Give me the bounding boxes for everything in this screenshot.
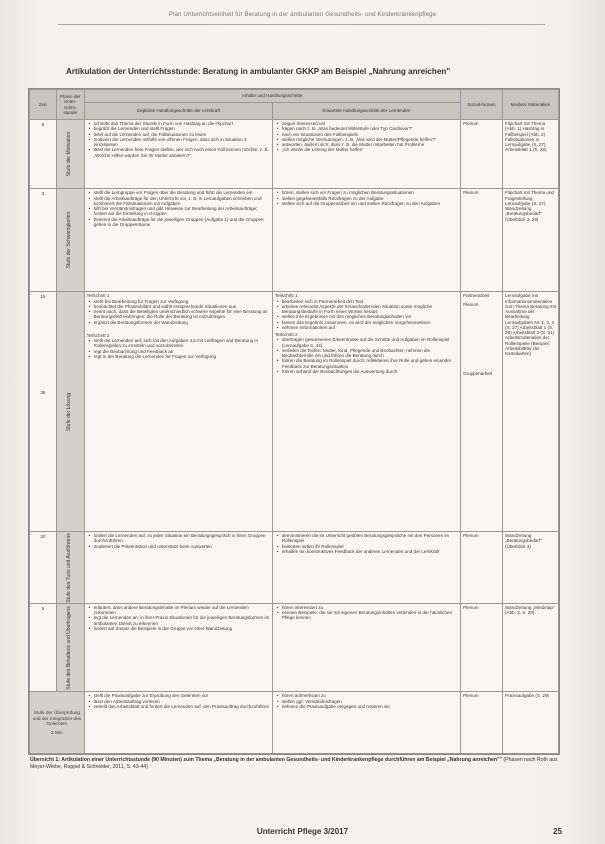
medien-cell: Lernaufgabe mit Informationsmaterialien zum Thema Beratung mit Ausnahme der Bearbeitung Lernaufgaben Nr. 1, 2, 3 (S. 27) Arbeitsblatt 1 (S. 28) Arbeitsblatt 2 (S. 31) Arbeitsmaterialien der Rollenspiele (Beispiel, Arbeitsblätter der Karteikarten)	[503, 292, 559, 532]
medien-cell: Praxisaufgabe (S. 29)	[503, 692, 559, 754]
sozialform-value: Gruppenarbeit	[463, 370, 493, 376]
time-value: 15	[40, 294, 46, 300]
lernende-cell	[272, 603, 460, 691]
sozialform-value: Plenum	[463, 301, 479, 307]
list-item: • lässt den Arbeitsauftrag vorlesen	[94, 699, 270, 704]
list-item: • nach ein Situationen des Fallbeispiels	[282, 132, 458, 137]
list-item: • stellen ggf. Verständnisfragen	[282, 699, 458, 704]
list-item: • stellen mögliche Vermutungen, z. B. „Wie wird der Mutter/Pflegende helfen?"	[282, 137, 458, 142]
phase-label: Stufe der Motivation	[66, 131, 73, 177]
caption-source: (Phasen nach Roth aus Meyer-Wiebe, Ruppel & Schneider, 2011, S. 43-44)	[30, 757, 558, 770]
list-item: • legt die Lernenden an, in ihrer Praxis Situationen für die jeweiligen Beratungsformen im ambulanten Dienst zu erkennen	[94, 615, 270, 626]
sozialform-cell: Plenum	[461, 603, 503, 691]
list-item: • bewerten selbst ihr Rollenspiel	[282, 544, 458, 549]
list-item: • führen anhand der Beobachtungen die Auswertung durch	[282, 369, 458, 374]
phase-label: Stufe der Überprüfung und der Integration des Gelernten	[32, 710, 81, 727]
time-cell: 5	[30, 603, 57, 691]
list-item: • hilft bei Verständnisfragen und gibt Hinweise zur Bearbeitung der Arbeitsaufträge; fordert auf die Einteilung in Gruppen	[94, 206, 270, 217]
table-row	[30, 603, 559, 691]
list-item: • hören interessiert zu	[282, 605, 458, 610]
time-cell: 3	[30, 189, 57, 292]
lehrkraft-cell	[84, 120, 272, 189]
step-label: Teilschritt 2	[86, 332, 110, 338]
lehrkraft-cell	[84, 532, 272, 604]
header-phase: Phase der Unter-richts-stunde	[56, 90, 84, 120]
phase-label: Stufe des Behaltens und Übertragens	[66, 605, 73, 690]
list-item: • stellt die Lerngruppe vor Fragen über die Beratung und führt die Lernenden ein	[94, 190, 270, 195]
list-item: • übertragen gewonnenen Erkenntnisse auf die Schritte und Aufgaben im Rollenspiel (Lernaufgabe S. 44)	[282, 337, 458, 348]
table-row	[30, 692, 559, 754]
medien-cell: Flipchart mit Thema (Abb. 1) Hashtag in Fallbeispiel (Abb. 2) Fallsituationen in Lernaufgabe (S. 27) Arbeitsblatt 1 (S. 28)	[503, 120, 559, 189]
table-caption	[30, 757, 560, 770]
header-zeit: Zeit	[30, 90, 57, 120]
list-item: • stellen gegebenenfalls Rückfragen zu der Aufgabe	[282, 196, 458, 201]
list-item: • moderiert die Präsentation und unterstützt beim Auswerten	[94, 544, 270, 549]
running-head: Plan Unterrichtseinheit für Beratung in der ambulanten Gesundheits- und Kinderkrankenpflege	[168, 11, 437, 18]
medien-cell: Flipchart mit Thema und Fragestellung Lernaufgabe (S. 27) Wandzeitung „Beratungsbedarf" (Überblick 3, 29)	[503, 189, 559, 292]
table-row	[30, 189, 559, 292]
phase-cell	[56, 120, 84, 189]
sozialform-cell: Plenum	[461, 532, 503, 604]
lernende-cell	[272, 120, 460, 189]
medien-cell: Wandzeitung „Beratungsbedarf" (Überblick 3)	[503, 532, 559, 604]
header-inhalt: Inhalte und Handlungsschritte	[84, 90, 460, 103]
lehrkraft-cell	[84, 692, 272, 754]
list-item: • lässt die Lernenden freie Fragen stellen, wer sich noch einen Fall kennen möchte, z. B. „Welche Hilfen würden Sie Ihr Mutter anbieten?"	[94, 147, 270, 158]
step-label: Teilschritt 1	[274, 293, 298, 299]
header-sozialformen: Sozial-formen	[461, 90, 503, 120]
sozialform-cell: Plenum	[461, 692, 503, 754]
list-item: • stellt die Lernenden auf, sich mit den Aufgaben 4,5 mit Leitfragen und Beratung in Rollenspielen zu ermitteln und vorzubereiten	[94, 338, 270, 349]
list-item: • hören aufmerksam zu	[282, 693, 458, 698]
list-item: • beobachtet die Phasenbilder und wählt entsprechende Situationen aus	[94, 304, 270, 309]
lehrkraft-cell	[84, 292, 272, 532]
sozialform-cell: Plenum	[461, 120, 503, 189]
list-item: • leitet auf die Lernenden auf, die Fallsituationen zu lösen	[94, 132, 270, 137]
header-lehrkraft: Geplante Handlungsschritte der Lehrkraft	[84, 103, 272, 120]
time-value: 35	[40, 389, 46, 395]
lehrkraft-cell	[84, 189, 272, 292]
list-item: • zeigen Interesse/Lust	[282, 121, 458, 126]
list-item: • steht bei Bearbeitung für Fragen zur Verfügung	[94, 299, 270, 304]
list-item: • verteilt das Arbeitsblatt und fordert die Lernenden auf, den Praxisauftrag durchzuführen	[94, 704, 270, 709]
list-item: • verteilen die Rollen: Mutter, Kind, Pflegende und Beobachter; nehmen die Beobachterrolle ein und führen die Beratung durch	[282, 348, 458, 359]
sozialform-value: Partnerarbeit	[463, 293, 490, 299]
phase-label: Stufe der Lösung	[66, 392, 73, 431]
header-lernende: Erwartete Handlungsschritte der Lernenden	[272, 103, 460, 120]
sozialform-cell	[461, 292, 503, 532]
lehrkraft-cell	[84, 603, 272, 691]
phase-label: Stufe des Tuns und Ausführens	[66, 532, 73, 603]
list-item: • benennt die Arbeitsaufträge für die jeweiligen Gruppen (Aufgabe 1) und die Gruppen gehen in die Gruppenräume	[94, 217, 270, 228]
list-item: • stellt die Arbeitsaufträge für den Unterricht vor, z. B. in Lernaufgaben schreiben und kombiniert die Fallsituationen mit Aufgaben	[94, 196, 270, 207]
list-item: • nennt nach, dass die Beteiligten unterschiedlich schwere Aspekte für eine Beratung im Beratungsfeld einbringen; die Rolle der Beratung ist mitzubringen	[94, 309, 270, 320]
list-item: • stellen sich auf die Gruppenarbeit ein und stellen Rückfragen zu den Aufgaben	[282, 201, 458, 206]
list-item: • antworten, äußern sich; dass z. B. die Mutter mitarbeiten hat Probleme	[282, 142, 458, 147]
list-item: • fordert auf Zusatz die Beispiele in der Gruppe vor einer Wandzeitung	[94, 626, 270, 631]
time-value: 2 Min	[51, 729, 63, 735]
sozialform-cell: Plenum	[461, 189, 503, 292]
list-item: • führen die Beratung im Rollenspiel durch; reflektieren ihre Rolle und geben einander Feedback zur Beratungssituation	[282, 358, 458, 369]
lernende-cell	[272, 189, 460, 292]
list-item: • demonstrieren die im Unterricht geübten Beratungsgespräche mit den Personen im Rollenspiel	[282, 533, 458, 544]
list-item: • schreibt das Thema der Stunde in Form von Hashtag an die Flipchart	[94, 121, 270, 126]
list-item: • nehmen die Praxisaufgabe entgegen und notieren sie	[282, 704, 458, 709]
time-cell: 20	[30, 532, 57, 604]
table-row	[30, 532, 559, 604]
lernende-cell	[272, 292, 460, 532]
phase-cell	[56, 603, 84, 691]
list-item: • begrüßt die Lernenden und stellt Fragen	[94, 126, 270, 131]
list-item: • ergänzt die Beratungsformen der Wandzeitung	[94, 320, 270, 325]
list-item: • erläutert, dass andere Beratungsinhalte im Plenum wieder auf die Lernenden zukommen	[94, 605, 270, 616]
header-rule	[58, 24, 545, 25]
list-item: • nennen Beispiele, die sie mit eigenen Beratungsinhalten verbinden in der häuslichen Pflege kennen	[282, 610, 458, 621]
list-item: • regt die Beobachtung und Feedback an	[94, 349, 270, 354]
lernende-cell	[272, 692, 460, 754]
list-item: • fordert die Lernenden auf, zu jeder Situation ein Beratungsgespräch in ihren Gruppen durchzuführen	[94, 533, 270, 544]
caption-title: Übersicht 1: Artikulation einer Unterrichtsstunde (90 Minuten) zum Thema „Beratung in der ambulanten Gesundheits- und Kinderkrankenpflege durchführen am Beispiel „Nahrung anreichen""	[30, 757, 502, 763]
page-title: Artikulation der Unterrichtsstunde: Beratung in ambulanter GKKP am Beispiel „Nahrung anreichen"	[66, 67, 451, 76]
medien-cell: Wandzeitung „Mindmap" (Abb. 3, S. 29)	[503, 603, 559, 691]
table-row	[30, 120, 559, 189]
time-cell: 5	[30, 120, 57, 189]
list-item: • bearbeiten sich in Partnerarbeit den Text	[282, 299, 458, 304]
phase-cell	[56, 532, 84, 604]
phase-cell	[56, 292, 84, 532]
list-item: • nehmen Informationen auf	[282, 325, 458, 330]
step-label: Teilschritt 1	[86, 293, 110, 299]
phase-cell	[30, 692, 85, 754]
time-cell	[30, 292, 57, 532]
header-medien: Medien/ Materialien	[503, 90, 559, 120]
list-item: • „Ich würde die Lösung der Mutter helfen"	[282, 147, 458, 152]
footer-journal-title: Unterricht Pflege 3/2017	[256, 827, 349, 836]
list-item: • regt in der Beratung die Lernenden für Fragen zur Verfügung	[94, 354, 270, 359]
phase-label: Stufe der Schwierigkeiten	[66, 212, 73, 269]
list-item: • motiviert die Lernenden mithilfe von offenen Fragen, dass sich in Situation 3 einzulassen	[94, 137, 270, 148]
list-item: • stellt die Praxisaufgabe zur Erprobung des Gelernten vor	[94, 693, 270, 698]
spacer	[32, 300, 54, 390]
list-item: • hören, stellen sich vor Fragen zu möglichen Beratungssituationen	[282, 190, 458, 195]
page-number: 25	[553, 827, 562, 836]
lesson-table	[28, 88, 560, 755]
phase-cell	[56, 189, 84, 292]
step-label: Teilschritt 2	[274, 332, 298, 338]
table-row	[30, 292, 559, 532]
list-item: • fragen nach z. B. „Was bedeutet Mittelstufe oder Typ Cardiovar?"	[282, 126, 458, 131]
list-item: • fassen das Ergebnis zusammen, es wird der möglichen Vorgehensweisen	[282, 320, 458, 325]
list-item: • erhalten ein konstruktives Feedback der anderen Lernenden und der Lehrkraft	[282, 549, 458, 554]
list-item: • arbeiten relevante Aspekte der herausfordernden Situation sowie mögliche Beratungsbedarfe in Form eines Wortes heraus	[282, 304, 458, 315]
lernende-cell	[272, 532, 460, 604]
list-item: • stellen ihre Ergebnisse mit den möglichen Beratungsinhalten vor	[282, 314, 458, 319]
